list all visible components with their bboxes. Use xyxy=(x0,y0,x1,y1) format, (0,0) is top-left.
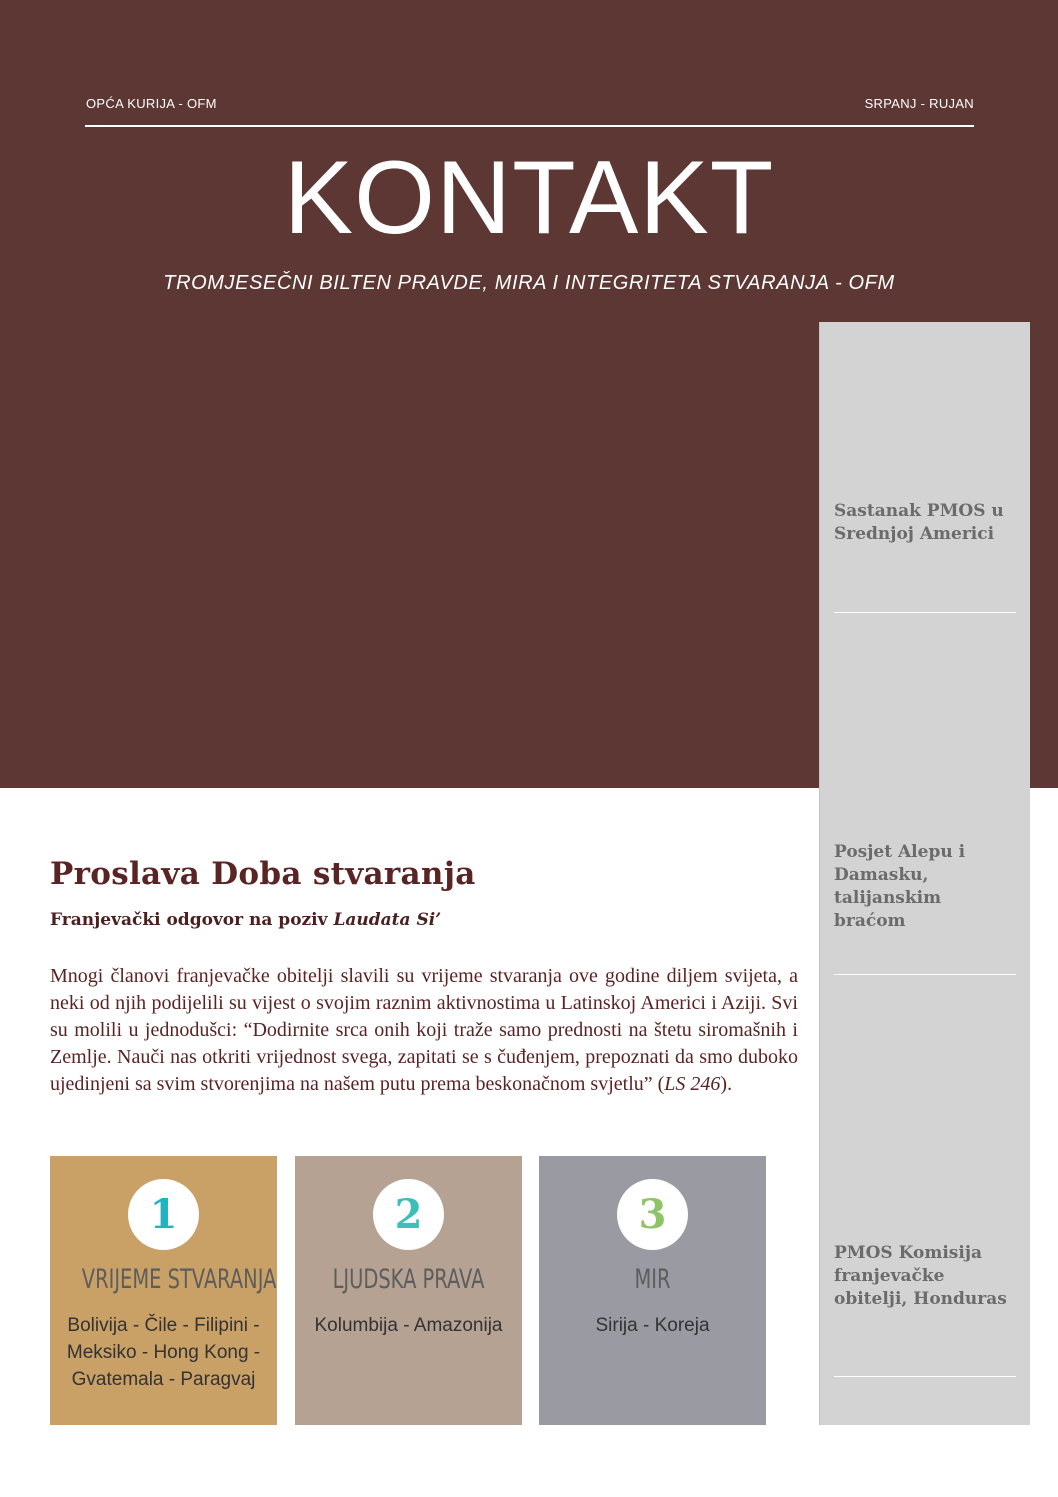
sidebar-table-of-contents xyxy=(820,322,1030,1425)
card-title: LJUDSKA PRAVA xyxy=(332,1264,485,1295)
sidebar-divider xyxy=(834,974,1016,975)
card-places: Sirija - Koreja xyxy=(595,1315,710,1336)
sidebar-divider xyxy=(834,1376,1016,1377)
article-body-reference: LS 246 xyxy=(664,1073,721,1095)
sidebar-item-alepo-damask[interactable]: Posjet Alepu i Damasku, talijanskim braćom xyxy=(834,842,966,931)
masthead-title: KONTAKT xyxy=(283,140,775,256)
header-divider xyxy=(85,125,974,127)
sidebar-divider xyxy=(834,612,1016,613)
article-body-text: Mnogi članovi franjevačke obitelji slavili su vrijeme stvaranja ove godine diljem svijeta, a neki od njih podijelili su vijest o svojim raznim aktivnostima u Latinskoj Americi i Aziji. Svi su molili u jednodušci: “Dodirnite srca onih koji traže samo prednosti na štetu siromašnih i Zemlje. Nauči nas otkriti vrijednost svega, zapitati se s čuđenjem, prepoznati da smo duboko ujedinjeni sa svim stvorenjima na našem putu prema beskonačnom svjetlu” ( xyxy=(50,965,798,1095)
topic-card-mir xyxy=(539,1156,766,1425)
card-title: VRIJEME STVARANJA xyxy=(81,1264,277,1295)
card-number-badge: 1 xyxy=(128,1179,199,1250)
article-subtitle-prefix: Franjevački odgovor na poziv xyxy=(50,910,334,930)
card-number-badge: 2 xyxy=(373,1179,444,1250)
article-subtitle-emphasis: Laudata Si’ xyxy=(333,910,442,930)
card-number-badge: 3 xyxy=(617,1179,688,1250)
card-places: Bolivija - Čile - Filipini - Meksiko - Hong Kong - Gvatemala - Paragvaj xyxy=(66,1315,261,1390)
topic-card-ljudska-prava xyxy=(295,1156,522,1425)
topic-card-vrijeme-stvaranja xyxy=(50,1156,277,1425)
article-subtitle xyxy=(50,910,810,930)
article-title: Proslava Doba stvaranja xyxy=(50,856,476,892)
card-places: Kolumbija - Amazonija xyxy=(314,1315,503,1336)
article-body xyxy=(50,963,798,1098)
card-title: MIR xyxy=(634,1264,671,1295)
article-body-end: ). xyxy=(720,1073,733,1095)
sidebar-item-pmos-honduras[interactable]: PMOS Komisija franjevačke obitelji, Honduras xyxy=(834,1243,1007,1309)
masthead-subtitle: TROMJESEČNI BILTEN PRAVDE, MIRA I INTEGRITETA STVARANJA - OFM xyxy=(163,272,895,294)
sidebar-item-pmos-srednja-amerika[interactable]: Sastanak PMOS u Srednjoj Americi xyxy=(834,501,1004,544)
publisher-label: OPĆA KURIJA - OFM xyxy=(86,96,217,111)
issue-period-label: SRPANJ - RUJAN xyxy=(864,96,974,111)
